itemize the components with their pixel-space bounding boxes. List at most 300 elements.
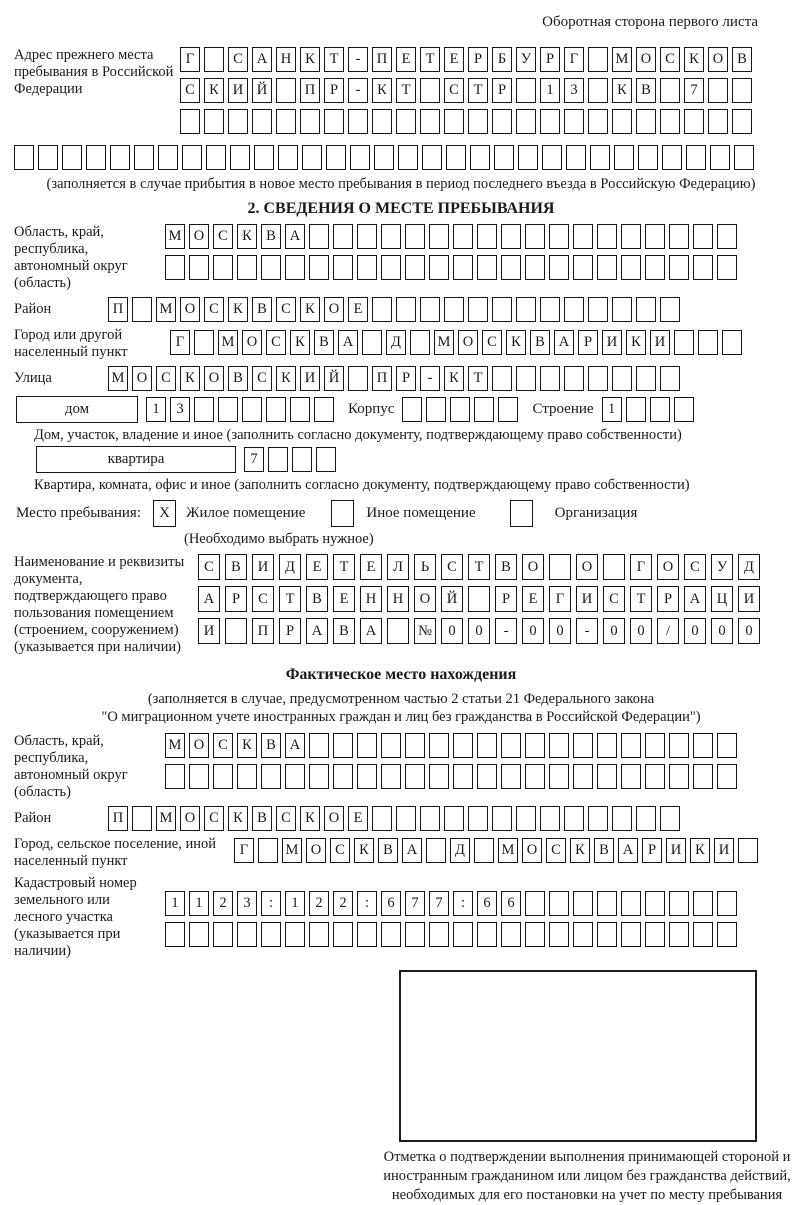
form-cell: С [660, 47, 680, 72]
form-cell [717, 764, 737, 789]
form-cell [501, 764, 521, 789]
form-cell [405, 922, 425, 947]
prev-address-label: Адрес прежнего места пребывания в Российской Федерации [14, 47, 174, 97]
stay-type-note: (Необходимо выбрать нужное) [184, 531, 374, 547]
form-cell [693, 764, 713, 789]
form-cell [492, 297, 512, 322]
form-cell [405, 224, 425, 249]
form-cell: О [458, 330, 478, 355]
form-cell [573, 255, 593, 280]
form-cell [621, 224, 641, 249]
form-cell: - [576, 618, 598, 644]
document-row-3 [198, 618, 760, 644]
form-cell: К [444, 366, 464, 391]
form-cell: Е [348, 806, 368, 831]
form-cell [444, 806, 464, 831]
form-cell [218, 397, 238, 422]
form-cell: : [261, 891, 281, 916]
form-cell: 6 [381, 891, 401, 916]
form-cell [362, 330, 382, 355]
form-cell: М [612, 47, 632, 72]
form-cell: М [434, 330, 454, 355]
form-cell [204, 109, 224, 134]
form-cell: М [282, 838, 302, 863]
form-cell: 1 [146, 397, 166, 422]
section2-title: 2. СВЕДЕНИЯ О МЕСТЕ ПРЕБЫВАНИЯ [247, 200, 555, 217]
form-cell: П [300, 78, 320, 103]
form-cell [357, 733, 377, 758]
apartment-caption: Квартира, комната, офис и иное (заполнить согласно документу, подтверждающему право собственности) [34, 477, 690, 493]
form-cell [717, 733, 737, 758]
region-block [14, 224, 788, 292]
form-cell [165, 255, 185, 280]
form-cell [230, 145, 250, 170]
form-cell: С [198, 554, 220, 580]
form-cell [254, 145, 274, 170]
form-cell [525, 764, 545, 789]
form-cell: В [378, 838, 398, 863]
form-cell [477, 224, 497, 249]
form-cell [588, 297, 608, 322]
form-cell: Г [234, 838, 254, 863]
form-cell [612, 297, 632, 322]
form-cell: 1 [189, 891, 209, 916]
house-number-cells [146, 397, 334, 422]
form-cell: 3 [237, 891, 257, 916]
form-cell [477, 764, 497, 789]
form-cell: К [290, 330, 310, 355]
form-cell: 7 [244, 447, 264, 472]
form-cell [402, 397, 422, 422]
form-cell [333, 224, 353, 249]
form-cell [309, 733, 329, 758]
form-cell: К [570, 838, 590, 863]
form-cell [660, 806, 680, 831]
form-cell: И [602, 330, 622, 355]
form-cell: Р [657, 586, 679, 612]
form-cell: С [228, 47, 248, 72]
actual-location-caption-1: (заполняется в случае, предусмотренном частью 2 статьи 21 Федерального закона [147, 691, 655, 707]
form-cell [549, 224, 569, 249]
form-cell [564, 297, 584, 322]
form-cell: М [165, 224, 185, 249]
form-cell [708, 109, 728, 134]
form-cell [549, 922, 569, 947]
form-cell [252, 109, 272, 134]
form-cell: С [276, 297, 296, 322]
prev-address-row-2 [180, 78, 752, 103]
form-cell: Г [564, 47, 584, 72]
form-cell [597, 733, 617, 758]
form-cell: : [357, 891, 377, 916]
form-cell [516, 297, 536, 322]
form-cell [420, 109, 440, 134]
form-cell [597, 255, 617, 280]
form-cell: С [252, 366, 272, 391]
form-cell [540, 109, 560, 134]
form-cell: В [261, 733, 281, 758]
form-cell [165, 922, 185, 947]
form-cell [242, 397, 262, 422]
form-cell: Р [324, 78, 344, 103]
form-cell [693, 922, 713, 947]
form-cell: Т [279, 586, 301, 612]
form-cell: А [684, 586, 706, 612]
form-cell [645, 224, 665, 249]
form-cell [549, 255, 569, 280]
form-cell: Е [306, 554, 328, 580]
form-cell [564, 366, 584, 391]
form-cell [612, 366, 632, 391]
form-cell: О [657, 554, 679, 580]
form-cell: К [204, 78, 224, 103]
form-cell [453, 255, 473, 280]
form-cell [429, 733, 449, 758]
actual-location-title: Фактическое место нахождения [285, 666, 517, 683]
form-cell [194, 397, 214, 422]
form-cell [518, 145, 538, 170]
form-cell [429, 764, 449, 789]
form-cell: Л [387, 554, 409, 580]
form-cell: А [198, 586, 220, 612]
form-cell: 0 [684, 618, 706, 644]
form-cell [86, 145, 106, 170]
form-cell: О [636, 47, 656, 72]
prev-address-block [14, 47, 788, 140]
form-cell: Р [495, 586, 517, 612]
form-cell: И [576, 586, 598, 612]
form-cell: Т [630, 586, 652, 612]
form-cell [612, 109, 632, 134]
form-cell [492, 806, 512, 831]
form-cell: П [252, 618, 274, 644]
form-cell: 0 [603, 618, 625, 644]
form-cell [268, 447, 288, 472]
stay-type-label: Место пребывания: [16, 505, 141, 521]
form-cell: Н [387, 586, 409, 612]
form-cell [626, 397, 646, 422]
form-cell [237, 764, 257, 789]
form-cell: - [495, 618, 517, 644]
form-cell [194, 330, 214, 355]
form-cell [405, 764, 425, 789]
form-cell: В [252, 297, 272, 322]
form-cell [405, 255, 425, 280]
form-cell: С [204, 806, 224, 831]
form-cell [645, 922, 665, 947]
form-cell: - [420, 366, 440, 391]
form-cell: С [213, 733, 233, 758]
form-cell: Т [468, 78, 488, 103]
form-cell: Г [630, 554, 652, 580]
form-cell: Т [396, 78, 416, 103]
form-cell [429, 922, 449, 947]
form-cell [213, 922, 233, 947]
form-cell: 0 [549, 618, 571, 644]
form-cell [444, 109, 464, 134]
form-cell: Г [180, 47, 200, 72]
region-label: Область, край, республика, автономный округ (область) [14, 224, 128, 291]
form-cell: Ь [414, 554, 436, 580]
form-cell: К [372, 78, 392, 103]
form-cell [429, 255, 449, 280]
form-cell [204, 47, 224, 72]
form-cell: Р [578, 330, 598, 355]
form-cell: Н [276, 47, 296, 72]
form-cell: И [738, 586, 760, 612]
house-caption: Дом, участок, владение и иное (заполнить согласно документу, подтверждающему право собственности) [34, 427, 682, 443]
form-cell [645, 891, 665, 916]
form-cell [276, 109, 296, 134]
form-cell [549, 733, 569, 758]
form-cell: 1 [602, 397, 622, 422]
form-cell: 0 [711, 618, 733, 644]
form-cell: В [636, 78, 656, 103]
form-cell [636, 109, 656, 134]
form-cell: В [333, 618, 355, 644]
form-cell: О [324, 297, 344, 322]
form-cell: У [516, 47, 536, 72]
form-cell [189, 922, 209, 947]
form-cell [333, 255, 353, 280]
form-cell [426, 838, 446, 863]
form-cell: 6 [477, 891, 497, 916]
form-cell: П [372, 47, 392, 72]
form-cell: Р [468, 47, 488, 72]
form-cell [638, 145, 658, 170]
form-cell: С [266, 330, 286, 355]
ownership-document-block [14, 554, 788, 656]
form-cell: Р [396, 366, 416, 391]
form-cell [357, 255, 377, 280]
form-cell [734, 145, 754, 170]
region-row-2 [165, 255, 737, 280]
form-cell: 1 [165, 891, 185, 916]
form-cell [477, 255, 497, 280]
form-cell: В [314, 330, 334, 355]
form-cell [237, 255, 257, 280]
actual-district-row [108, 806, 680, 831]
form-cell: И [198, 618, 220, 644]
form-cell [590, 145, 610, 170]
form-cell: - [348, 47, 368, 72]
form-cell [309, 922, 329, 947]
form-cell: И [300, 366, 320, 391]
form-cell: С [180, 78, 200, 103]
form-cell: Р [225, 586, 247, 612]
form-cell: А [252, 47, 272, 72]
form-cell: С [204, 297, 224, 322]
form-cell [468, 109, 488, 134]
form-cell: П [372, 366, 392, 391]
form-cell [292, 447, 312, 472]
form-cell [614, 145, 634, 170]
form-cell [450, 397, 470, 422]
ownership-document-label: Наименование и реквизиты документа, подтверждающего право пользования помещением (строением, сооружением) (указывается при наличии) [14, 554, 185, 655]
form-cell: К [237, 224, 257, 249]
form-cell [693, 224, 713, 249]
form-cell [660, 366, 680, 391]
form-cell [285, 764, 305, 789]
form-cell: Т [420, 47, 440, 72]
form-cell: О [576, 554, 598, 580]
form-cell [564, 109, 584, 134]
form-cell [237, 922, 257, 947]
form-cell [501, 255, 521, 280]
form-cell [501, 224, 521, 249]
form-cell [468, 297, 488, 322]
form-cell: 0 [630, 618, 652, 644]
form-cell [398, 145, 418, 170]
form-cell: С [546, 838, 566, 863]
form-cell [420, 78, 440, 103]
form-cell [660, 109, 680, 134]
form-cell [314, 397, 334, 422]
form-cell [468, 586, 490, 612]
form-cell [309, 224, 329, 249]
form-cell [722, 330, 742, 355]
form-cell [717, 255, 737, 280]
form-cell [326, 145, 346, 170]
form-cell [645, 733, 665, 758]
form-cell [444, 297, 464, 322]
cadastral-row-2 [165, 922, 737, 947]
form-cell [134, 145, 154, 170]
form-cell: Н [360, 586, 382, 612]
form-cell [316, 447, 336, 472]
form-cell [732, 78, 752, 103]
form-cell [38, 145, 58, 170]
form-cell: И [252, 554, 274, 580]
form-cell [549, 554, 571, 580]
form-cell: М [498, 838, 518, 863]
form-cell [261, 255, 281, 280]
district-block [14, 297, 788, 322]
form-cell [492, 109, 512, 134]
form-cell [348, 109, 368, 134]
form-cell: В [732, 47, 752, 72]
form-cell: В [530, 330, 550, 355]
form-cell: Д [738, 554, 760, 580]
form-cell [669, 922, 689, 947]
form-cell: А [554, 330, 574, 355]
form-cell: О [242, 330, 262, 355]
korpus-label: Корпус [348, 401, 395, 417]
form-cell [357, 224, 377, 249]
form-cell: П [108, 297, 128, 322]
form-cell [470, 145, 490, 170]
form-cell [381, 255, 401, 280]
form-cell [494, 145, 514, 170]
form-cell [372, 109, 392, 134]
city-row [170, 330, 742, 355]
form-cell: К [276, 366, 296, 391]
form-cell [261, 764, 281, 789]
actual-city-block [14, 836, 788, 870]
form-cell: В [594, 838, 614, 863]
form-cell [674, 330, 694, 355]
form-cell: К [612, 78, 632, 103]
form-cell [540, 297, 560, 322]
form-cell [588, 366, 608, 391]
form-cell: О [708, 47, 728, 72]
form-cell [165, 764, 185, 789]
form-cell [158, 145, 178, 170]
form-cell: К [300, 297, 320, 322]
form-cell: К [626, 330, 646, 355]
form-cell [660, 78, 680, 103]
street-label: Улица [14, 370, 52, 386]
form-cell: : [453, 891, 473, 916]
form-cell [588, 109, 608, 134]
actual-location-caption-2: "О миграционном учете иностранных граждан и лиц без гражданства в Российской Федерации") [101, 709, 701, 725]
form-cell [573, 922, 593, 947]
page-note: Оборотная сторона первого листа [542, 14, 758, 30]
prev-address-row-4 [14, 145, 788, 170]
form-cell: Е [348, 297, 368, 322]
form-cell: Е [360, 554, 382, 580]
form-cell: А [306, 618, 328, 644]
district-row [108, 297, 680, 322]
actual-region-row-1 [165, 733, 737, 758]
form-cell [468, 806, 488, 831]
form-cell: 2 [333, 891, 353, 916]
korpus-cells [402, 397, 518, 422]
form-cell: Е [444, 47, 464, 72]
form-cell: О [414, 586, 436, 612]
form-cell [396, 806, 416, 831]
form-cell [309, 255, 329, 280]
form-cell [422, 145, 442, 170]
form-cell: Й [441, 586, 463, 612]
form-cell [516, 806, 536, 831]
actual-city-label: Город, сельское поселение, иной населенный пункт [14, 836, 217, 869]
form-cell: С [441, 554, 463, 580]
form-cell [474, 838, 494, 863]
form-cell [684, 109, 704, 134]
form-cell [477, 733, 497, 758]
form-cell [662, 145, 682, 170]
form-cell: С [252, 586, 274, 612]
prev-address-caption: (заполняется в случае прибытия в новое место пребывания в период последнего въезда в Российскую Федерацию) [46, 176, 756, 192]
form-cell [333, 733, 353, 758]
form-cell [669, 733, 689, 758]
form-cell [410, 330, 430, 355]
form-cell [612, 806, 632, 831]
form-cell [189, 255, 209, 280]
form-cell: О [324, 806, 344, 831]
form-cell [285, 255, 305, 280]
form-cell [453, 922, 473, 947]
form-cell: В [252, 806, 272, 831]
form-cell: С [330, 838, 350, 863]
form-cell [474, 397, 494, 422]
stay-option-residential-checkbox: X [153, 500, 176, 527]
actual-city-row [234, 838, 758, 863]
stroenie-cells [602, 397, 694, 422]
form-cell [348, 366, 368, 391]
form-cell [132, 297, 152, 322]
form-cell [732, 109, 752, 134]
street-row [108, 366, 680, 391]
form-cell [669, 891, 689, 916]
form-cell: У [711, 554, 733, 580]
form-cell [549, 764, 569, 789]
form-cell [669, 255, 689, 280]
form-cell [621, 891, 641, 916]
form-cell: И [714, 838, 734, 863]
actual-region-block [14, 733, 788, 801]
